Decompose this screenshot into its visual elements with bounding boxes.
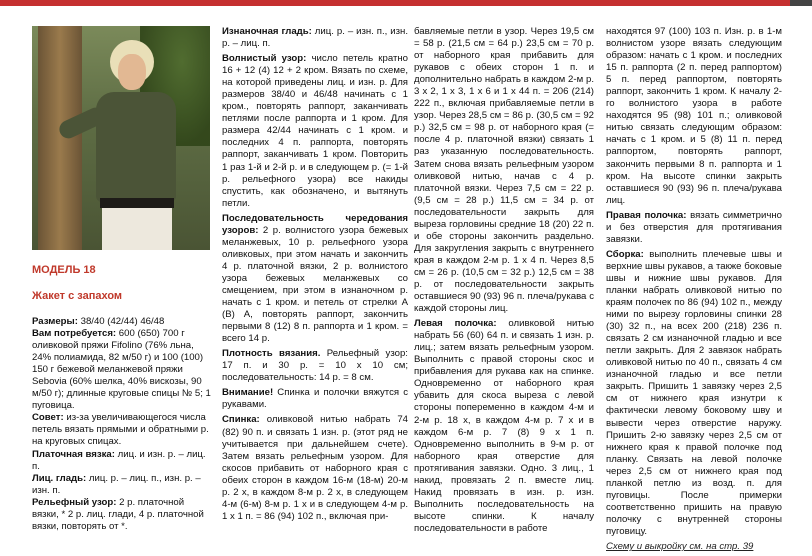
scheme-reference-link[interactable]: Схему и выкройку см. на стр. 39 bbox=[606, 540, 754, 552]
gauge-paragraph: Плотность вязания. Рельефный узор: 17 п. и 30 р. = 10 x 10 см; последовательность: 14 р. = 8 см. bbox=[222, 348, 408, 384]
top-accent-bar bbox=[0, 0, 812, 6]
back-continued-paragraph: бавляемые петли в узор. Через 19,5 см = 58 р. (21,5 см = 64 р.) 23,5 см = 70 р. от наборного края прибавить для рукавов с обеих сторон 1 п. и дополнительно набрать в каждом 2-м р. 3 х 2, 1 х 3, 1 х 6 и 1 х 44 п. = 206 (214) 222 п., включая прибавляемые петли в узор. Через 28,5 см = 86 р. (30,5 см = 92 р.) 32,5 см = 98 р. от наборного края (= после 4 р. платочной вязки) связать 1 раз указанную последовательность. Затем снова вязать рельефным узором оливковой нитью, начав с 4 р. платочной вязки. Через 7,5 см = 22 р. (9,5 см = 28 р.) 11,5 см = 34 р. от последовательности закрыть для выреза горловины средние 18 (20) 22 п. и обе стороны закончить раздельно. Для закругления закрыть с внутреннего края в каждом 2-м р. 1 х 4 п. Через 8,5 см = 26 р. (10,5 см = 32 р.) 12,5 см = 38 р. от последовательности закрыть оставшиеся 90 (93) 96 п. плеча/рукава с каждой стороны лиц. bbox=[414, 26, 594, 315]
stockinette-paragraph: Лиц. гладь: лиц. р. – лиц. п., изн. р. – изн. п. bbox=[32, 472, 201, 496]
attention-paragraph: Внимание! Спинка и полочки вяжутся с рукавами. bbox=[222, 387, 408, 411]
model-number: МОДЕЛЬ 18 bbox=[32, 264, 96, 276]
scheme-reference bbox=[606, 541, 782, 553]
photo-jacket bbox=[96, 92, 176, 202]
column-1-text bbox=[32, 316, 212, 533]
left-front-continued-paragraph: находятся 97 (100) 103 п. Изн. р. в 1-м волнистом узоре вязать следующим образом: начать с 1 кром. и последних 15 п. раппорта (2 п. перед раппортом) 5 п. перед раппортом, повторять раппорт, закончить 1 кром. К началу 2-го волнистого узора в работе находятся 95 (98) 101 п.; оливковой нитью связать следующим образом: начать с 1 кром. и 5 (8) 11 п. перед раппортом, повторять раппорт, закончить первыми 8 п. раппорта и 1 кром. На высоте спинки закрыть оставшиеся 90 (93) 96 п. плеча/рукава лиц. bbox=[606, 26, 782, 206]
column-4-text bbox=[606, 26, 782, 556]
pattern-sequence-paragraph: Последовательность чередования узоров: 2 р. волнистого узора бежевых меланжевых, 10 р. рельефного узора оливковых, при этом начать и закончить 4 р. платочной вязки, 2 р. волнистого узора бежевых меланжевых со смещением, при этом в изнаночном р. начать с 1 кром. и петель от стрелки A (B) A, повторять раппорт, закончить первыми 8 (12) 8 п. раппорта и 1 кром. = всего 14 р. bbox=[222, 212, 408, 345]
column-2-text bbox=[222, 26, 408, 526]
photo-face bbox=[118, 54, 146, 90]
left-front-paragraph: Левая полочка: оливковой нитью набрать 56 (60) 64 п. и связать 1 изн. р. лиц.; затем вязать рельефным узором. Выполнить с правой стороны скос и прибавления для рукава как на спинке. Одновременно от наборного края убавить для скоса выреза с левой стороны попеременно в каждом 4-м и 2-м р. 18 х, в каждом 4-м р. 7 х и в каждом 6-м р. 7 (8) 9 х 1 п. Одновременно выполнить в 9-м р. от наборного края отверстие для протягивания завязки. Одно. 3 лиц., 1 накид, провязать 2 п. вместе лиц. Накид провязать в изн. р. изн. Выполнить последовательность на высоте спинки. К началу последовательности в работе bbox=[414, 318, 594, 534]
back-paragraph: Спинка: оливковой нитью набрать 74 (82) 90 п. и связать 1 изн. р. (этот ряд не учитывается при дальнейшем счете). Затем вязать рельефным узором. Для скосов прибавить от наборного края с обеих сторон в каждом 16-м (18-м) 20-м р. 2 х, в каждом 8-м р. 2 х, в следующем 4-м (6-м) 8-м р. 1 х и в следующем 4-м р. 1 х 1 п. = 86 (94) 102 п., включая при- bbox=[222, 414, 408, 522]
materials-paragraph: Вам потребуется: 600 (650) 700 г оливковой пряжи Fifolino (76% льна, 24% полиамида, 82 м/50 г) и 100 (100) 150 г бежевой меланжевой пряжи Sebovia (60% шелка, 40% вискозы, 90 м/50 г); длинные круговые спицы № 5; 1 пуговица. bbox=[32, 328, 211, 412]
tip-paragraph: Совет: из-за увеличивающегося числа петель вязать прямыми и обратными р. на круговых спицах. bbox=[32, 412, 209, 448]
photo-trousers bbox=[102, 208, 172, 250]
plain-stitch-paragraph: Платочная вязка: лиц. и изн. р. – лиц. п. bbox=[32, 448, 206, 472]
photo-tree-trunk bbox=[38, 26, 82, 250]
assembly-paragraph: Сборка: выполнить плечевые швы и верхние швы рукавов, а также боковые швы и нижние швы рукавов. Для планки набрать оливковой нитью по краям полочек по 86 (94) 102 п., между ними по вырезу горловины спинки 28 (30) 32 п., на всех 200 (218) 236 п. связать 2 см изнаночной гладью и все петли закрыть. Для 2 завязок набрать оливковой нитью по 40 п., связать 4 см изнаночной гладью и все петли закрыть. Пришить 1 завязку через 2,5 см от нижнего края изнутри к фактически левому боковому шву и вывести через отверстие наружу. Пришить 2-ю завязку через 2,5 см от нижнего края к правой полочке под планку. Связать на левой полочке через 2,5 см от нижнего края под планкой петлю из возд. п. для пуговицы. После примерки соответственно пришить на правую полочку с внутренней стороны пуговицу. bbox=[606, 248, 782, 537]
relief-pattern-paragraph: Рельефный узор: 2 р. платочной вязки, * 2 р. лиц. глади, 4 р. платочной вязки, повторять от *. bbox=[32, 496, 204, 532]
model-name: Жакет с запахом bbox=[32, 290, 123, 302]
model-photo bbox=[32, 26, 210, 250]
reverse-stitch-paragraph: Изнаночная гладь: лиц. р. – изн. п., изн. р. – лиц. п. bbox=[222, 26, 408, 50]
right-front-paragraph: Правая полочка: вязать симметрично и без отверстия для протягивания завязки. bbox=[606, 209, 782, 245]
top-accent-cap bbox=[790, 0, 812, 6]
sizes-paragraph: Размеры: 38/40 (42/44) 46/48 bbox=[32, 316, 165, 327]
wave-pattern-paragraph: Волнистый узор: число петель кратно 16 + 12 (4) 12 + 2 кром. Вязать по схеме, на которой приведены лиц. и изн. р. Для размеров 38/40 и 46/48 начинать с 1 кром., повторять раппорт, заканчивать петлями после раппорта и 1 кром. Для размера 42/44 начинать с 1 кром. и последних 4 п. раппорта, повторять раппорт, заканчивать 1 кром. Повторить 1 раз 1-й и 2-й р. и в следующем р. (= 1-й р. рельефного узора) все накиды спустить, как обозначено, и вытянуть петли. bbox=[222, 53, 408, 209]
column-3-text bbox=[414, 26, 594, 538]
photo-belt bbox=[100, 198, 174, 208]
